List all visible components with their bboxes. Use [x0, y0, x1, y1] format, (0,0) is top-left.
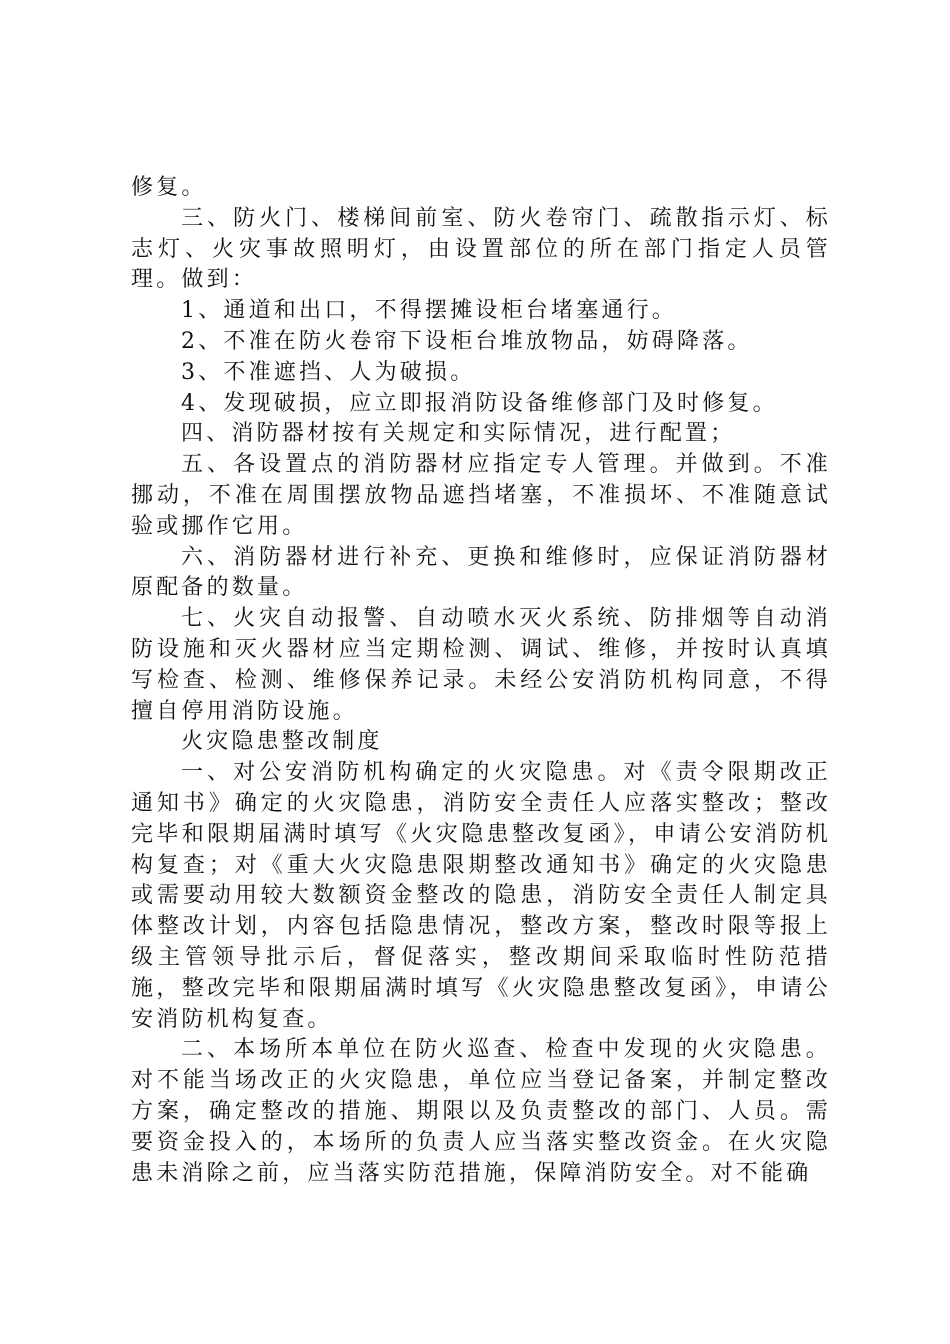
paragraph-section-6: 六、消防器材进行补充、更换和维修时，应保证消防器材原配备的数量。 — [131, 544, 831, 601]
paragraph-item-1: 1、通道和出口，不得摆摊设柜台堵塞通行。 — [181, 298, 677, 324]
paragraph-section-7: 七、火灾自动报警、自动喷水灭火系统、防排烟等自动消防设施和灭火器材应当定期检测、调试、维修，并按时认真填写检查、检测、维修保养记录。未经公安消防机构同意，不得擅自停用消防设施。 — [131, 606, 831, 724]
paragraph-item-2: 2、不准在防火卷帘下设柜台堆放物品，妨碍降落。 — [181, 328, 753, 354]
paragraph-section-5: 五、各设置点的消防器材应指定专人管理。并做到。不准挪动，不准在周围摆放物品遮挡堵塞，不准损坏、不准随意试验或挪作它用。 — [131, 452, 831, 539]
paragraph-fire-doors: 三、防火门、楼梯间前室、防火卷帘门、疏散指示灯、标志灯、火灾事故照明灯，由设置部位的所在部门指定人员管理。做到： — [131, 205, 831, 293]
paragraph-item-4: 4、发现破损，应立即报消防设备维修部门及时修复。 — [181, 390, 778, 416]
paragraph-section-4: 四、消防器材按有关规定和实际情况，进行配置； — [181, 421, 736, 447]
paragraph-item-3: 3、不准遮挡、人为破损。 — [181, 359, 476, 385]
section-heading: 火灾隐患整改制度 — [181, 729, 383, 755]
paragraph-hazard-1: 一、对公安消防机构确定的火灾隐患。对《责令限期改正通知书》确定的火灾隐患，消防安全责任人应落实整改；整改完毕和限期届满时填写《火灾隐患整改复函》，申请公安消防机构复查；对《重大火灾隐患限期整改通知书》确定的火灾隐患或需要动用较大数额资金整改的隐患，消防安全责任人制定具体整改计划，内容包括隐患情况，整改方案，整改时限等报上级主管领导批示后，督促落实，整改期间采取临时性防范措施，整改完毕和限期届满时填写《火灾隐患整改复函》，申请公安消防机构复查。 — [131, 760, 831, 1032]
paragraph-repair-fragment: 修复。 — [131, 175, 207, 200]
document-body — [131, 173, 831, 1189]
paragraph-hazard-2: 二、本场所本单位在防火巡查、检查中发现的火灾隐患。对不能当场改正的火灾隐患，单位应当登记备案，并制定整改方案，确定整改的措施、期限以及负责整改的部门、人员。需要资金投入的，本场所的负责人应当落实整改资金。在火灾隐患未消除之前，应当落实防范措施，保障消防安全。对不能确 — [131, 1037, 831, 1186]
